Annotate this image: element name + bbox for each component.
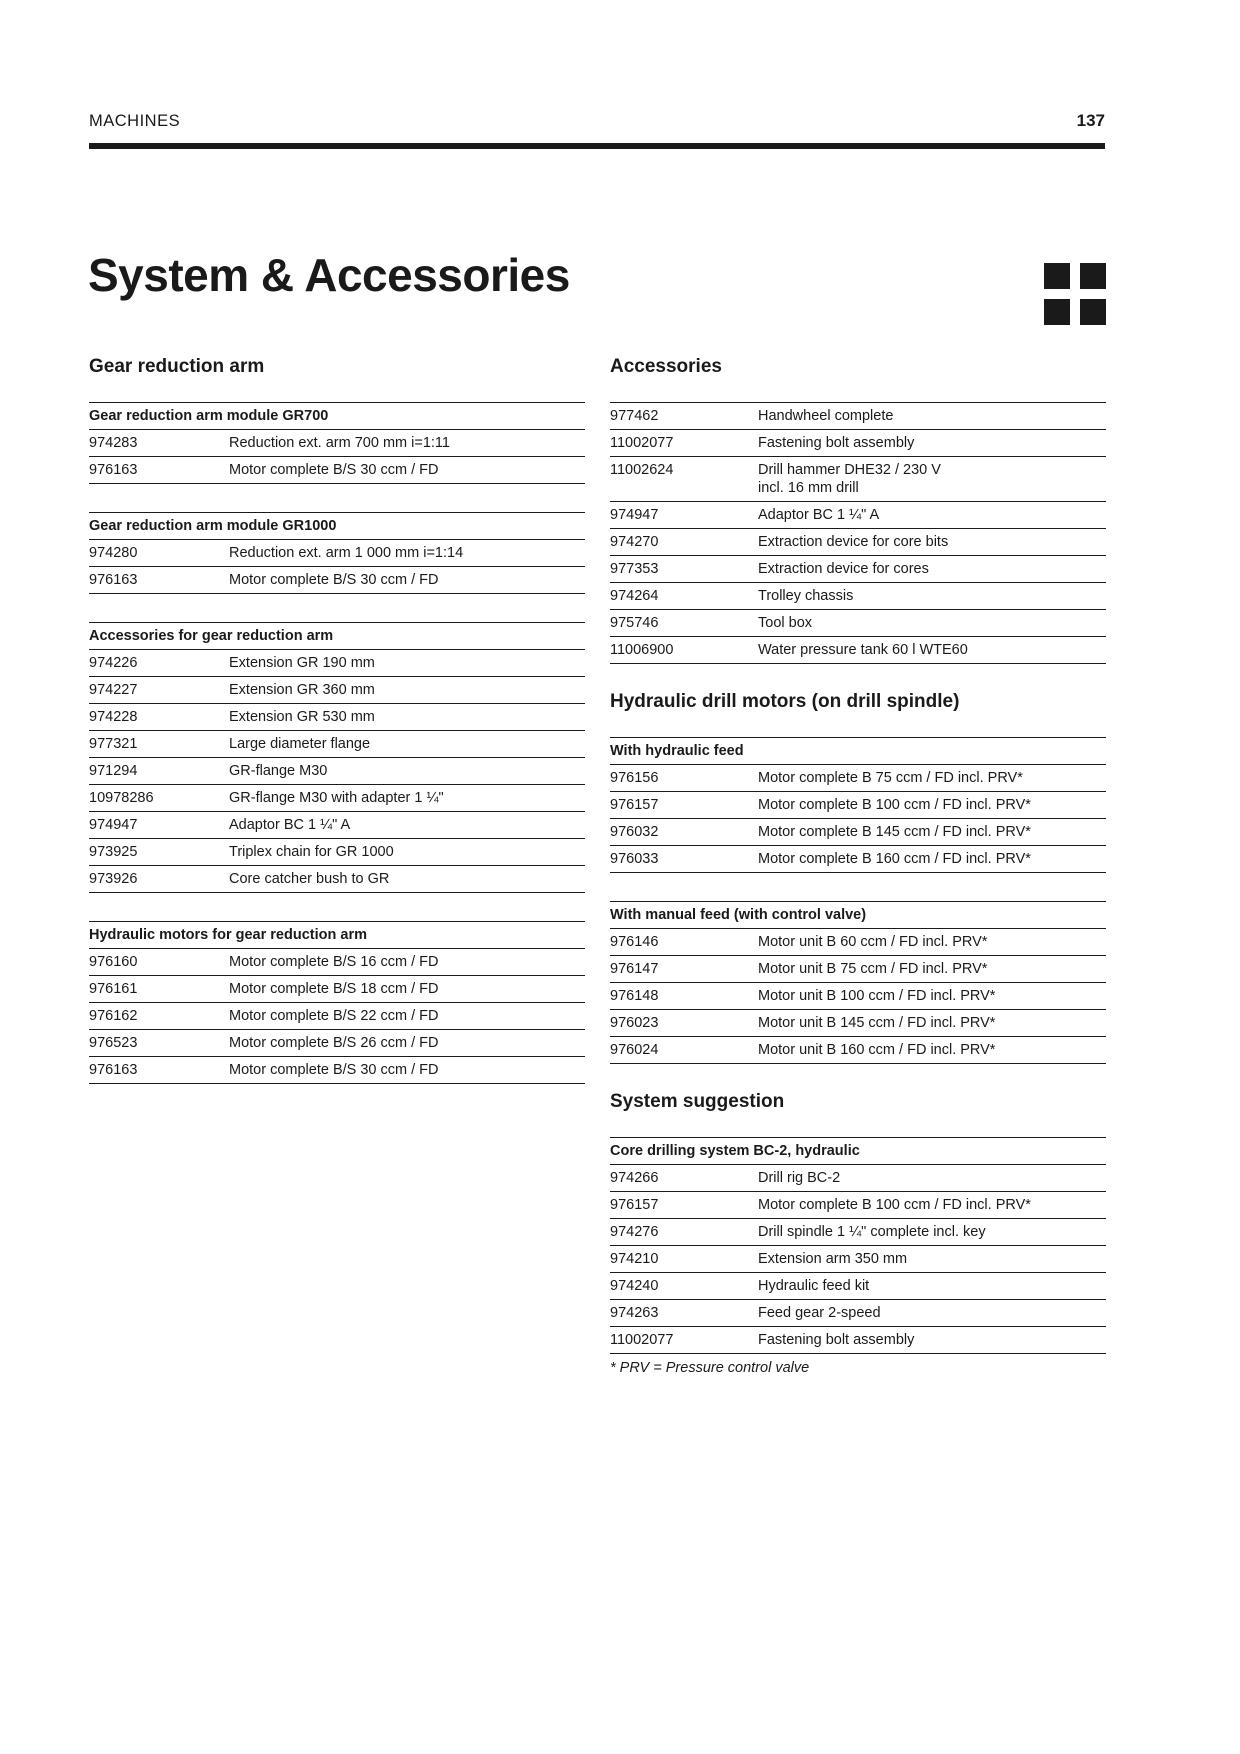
table-accessories — [610, 402, 1106, 664]
table-row — [89, 812, 585, 839]
part-code: 974947 — [610, 502, 758, 529]
part-description: Extension GR 360 mm — [229, 677, 585, 704]
table-row — [89, 785, 585, 812]
part-description-line: Drill hammer DHE32 / 230 V — [758, 462, 941, 478]
part-description: Extension GR 190 mm — [229, 650, 585, 677]
part-code: 974228 — [89, 704, 229, 731]
table-heading-row — [89, 623, 585, 650]
part-description: Hydraulic feed kit — [758, 1273, 1106, 1300]
group-title-hydraulic-drill-motors: Hydraulic drill motors (on drill spindle) — [610, 691, 960, 712]
part-code: 974226 — [89, 650, 229, 677]
part-code: 11006900 — [610, 637, 758, 664]
part-description: Motor complete B/S 18 ccm / FD — [229, 976, 585, 1003]
table-row — [89, 866, 585, 893]
part-code: 976024 — [610, 1037, 758, 1064]
part-description: Motor unit B 145 ccm / FD incl. PRV* — [758, 1010, 1106, 1037]
table-heading: Gear reduction arm module GR700 — [89, 403, 585, 430]
part-description: Extension GR 530 mm — [229, 704, 585, 731]
part-code: 976523 — [89, 1030, 229, 1057]
table-heading-row — [89, 513, 585, 540]
part-code: 976163 — [89, 567, 229, 594]
part-code: 974276 — [610, 1219, 758, 1246]
page-title: System & Accessories — [88, 249, 570, 301]
part-code: 976032 — [610, 819, 758, 846]
part-description: Triplex chain for GR 1000 — [229, 839, 585, 866]
table-heading-row — [610, 902, 1106, 929]
footnote: * PRV = Pressure control valve — [610, 1360, 810, 1376]
table-row — [610, 1010, 1106, 1037]
part-description: GR-flange M30 with adapter 1 ¼" — [229, 785, 585, 812]
part-description: Extraction device for cores — [758, 556, 1106, 583]
table-row — [610, 457, 1106, 502]
table-row — [89, 677, 585, 704]
part-description: Handwheel complete — [758, 403, 1106, 430]
part-description: Fastening bolt assembly — [758, 1327, 1106, 1354]
table-row — [610, 1219, 1106, 1246]
table-row — [610, 846, 1106, 873]
table-row — [610, 1327, 1106, 1354]
table-row — [89, 758, 585, 785]
part-description: Motor complete B/S 26 ccm / FD — [229, 1030, 585, 1057]
table-row — [610, 792, 1106, 819]
part-code: 977321 — [89, 731, 229, 758]
part-description: Water pressure tank 60 l WTE60 — [758, 637, 1106, 664]
part-code: 976162 — [89, 1003, 229, 1030]
left-column — [89, 350, 585, 1084]
table-row — [89, 650, 585, 677]
table-heading-row — [610, 1138, 1106, 1165]
table-row — [610, 929, 1106, 956]
part-description: Motor complete B 160 ccm / FD incl. PRV* — [758, 846, 1106, 873]
table-row — [610, 819, 1106, 846]
part-code: 976146 — [610, 929, 758, 956]
part-code: 11002077 — [610, 430, 758, 457]
table-row — [89, 1003, 585, 1030]
part-description: Motor unit B 75 ccm / FD incl. PRV* — [758, 956, 1106, 983]
table-gr700 — [89, 402, 585, 484]
part-description: Core catcher bush to GR — [229, 866, 585, 893]
part-code: 973925 — [89, 839, 229, 866]
part-description: Reduction ext. arm 700 mm i=1:11 — [229, 430, 585, 457]
part-description: Motor complete B/S 30 ccm / FD — [229, 1057, 585, 1084]
part-description: Motor complete B/S 30 ccm / FD — [229, 457, 585, 484]
part-description: Motor complete B 145 ccm / FD incl. PRV* — [758, 819, 1106, 846]
table-row — [610, 1246, 1106, 1273]
table-row — [89, 704, 585, 731]
page-number: 137 — [1076, 111, 1105, 130]
table-row — [610, 556, 1106, 583]
table-heading: With manual feed (with control valve) — [610, 902, 1106, 929]
table-heading-row — [89, 922, 585, 949]
table-gr-hydraulic-motors — [89, 921, 585, 1084]
table-row — [610, 1037, 1106, 1064]
part-code: 974266 — [610, 1165, 758, 1192]
part-description: Extension arm 350 mm — [758, 1246, 1106, 1273]
table-row — [89, 949, 585, 976]
part-code: 975746 — [610, 610, 758, 637]
table-heading: Gear reduction arm module GR1000 — [89, 513, 585, 540]
part-code: 973926 — [89, 866, 229, 893]
part-description: Motor unit B 60 ccm / FD incl. PRV* — [758, 929, 1106, 956]
part-code: 976163 — [89, 457, 229, 484]
table-row — [610, 430, 1106, 457]
table-heading: Hydraulic motors for gear reduction arm — [89, 922, 585, 949]
table-row — [89, 839, 585, 866]
part-description: Motor complete B 100 ccm / FD incl. PRV* — [758, 792, 1106, 819]
part-code: 976157 — [610, 1192, 758, 1219]
right-column — [610, 350, 1106, 1378]
part-code: 11002624 — [610, 457, 758, 502]
table-heading: Core drilling system BC-2, hydraulic — [610, 1138, 1106, 1165]
table-row — [610, 765, 1106, 792]
part-code: 10978286 — [89, 785, 229, 812]
part-code: 976148 — [610, 983, 758, 1010]
grid-icon — [1044, 263, 1106, 325]
table-row — [89, 1057, 585, 1084]
table-row — [89, 976, 585, 1003]
part-description: Motor complete B/S 16 ccm / FD — [229, 949, 585, 976]
table-row — [610, 956, 1106, 983]
part-code: 974270 — [610, 529, 758, 556]
part-description: Adaptor BC 1 ¼" A — [758, 502, 1106, 529]
part-code: 977462 — [610, 403, 758, 430]
group-title-system-suggestion: System suggestion — [610, 1091, 785, 1112]
part-code: 976147 — [610, 956, 758, 983]
table-heading: With hydraulic feed — [610, 738, 1106, 765]
part-code: 974280 — [89, 540, 229, 567]
part-code: 976023 — [610, 1010, 758, 1037]
part-code: 977353 — [610, 556, 758, 583]
table-manual-feed — [610, 901, 1106, 1064]
part-code: 974283 — [89, 430, 229, 457]
table-row — [610, 1273, 1106, 1300]
table-row — [610, 502, 1106, 529]
part-code: 974947 — [89, 812, 229, 839]
part-code: 976161 — [89, 976, 229, 1003]
part-code: 976157 — [610, 792, 758, 819]
table-row — [610, 637, 1106, 664]
page-header — [89, 112, 1105, 138]
table-heading: Accessories for gear reduction arm — [89, 623, 585, 650]
header-rule — [89, 143, 1105, 149]
table-row — [89, 430, 585, 457]
part-description: Adaptor BC 1 ¼" A — [229, 812, 585, 839]
part-description: Trolley chassis — [758, 583, 1106, 610]
part-code: 974264 — [610, 583, 758, 610]
table-row — [89, 540, 585, 567]
table-row — [89, 567, 585, 594]
part-code: 974210 — [610, 1246, 758, 1273]
table-row — [610, 1300, 1106, 1327]
table-row — [610, 983, 1106, 1010]
table-heading-row — [610, 738, 1106, 765]
part-description: Drill rig BC-2 — [758, 1165, 1106, 1192]
part-description: Feed gear 2-speed — [758, 1300, 1106, 1327]
part-description: Fastening bolt assembly — [758, 430, 1106, 457]
part-description: Large diameter flange — [229, 731, 585, 758]
part-description-line: incl. 16 mm drill — [758, 480, 859, 496]
part-description: Tool box — [758, 610, 1106, 637]
part-description: Reduction ext. arm 1 000 mm i=1:14 — [229, 540, 585, 567]
part-code: 974227 — [89, 677, 229, 704]
part-description: Motor complete B 100 ccm / FD incl. PRV* — [758, 1192, 1106, 1219]
part-description: Motor unit B 160 ccm / FD incl. PRV* — [758, 1037, 1106, 1064]
table-gr1000 — [89, 512, 585, 594]
part-code: 971294 — [89, 758, 229, 785]
table-row — [610, 1192, 1106, 1219]
group-title-accessories: Accessories — [610, 356, 722, 377]
table-row — [89, 457, 585, 484]
table-row — [610, 529, 1106, 556]
part-code: 11002077 — [610, 1327, 758, 1354]
group-title-gear-reduction-arm: Gear reduction arm — [89, 356, 265, 377]
table-system-suggestion — [610, 1137, 1106, 1354]
part-description: Extraction device for core bits — [758, 529, 1106, 556]
table-row — [610, 610, 1106, 637]
part-description: Motor complete B/S 30 ccm / FD — [229, 567, 585, 594]
part-code: 976160 — [89, 949, 229, 976]
part-code: 974240 — [610, 1273, 758, 1300]
table-heading-row — [89, 403, 585, 430]
part-code: 976033 — [610, 846, 758, 873]
part-code: 976163 — [89, 1057, 229, 1084]
table-row — [89, 731, 585, 758]
part-description: Motor complete B 75 ccm / FD incl. PRV* — [758, 765, 1106, 792]
part-description: Motor unit B 100 ccm / FD incl. PRV* — [758, 983, 1106, 1010]
part-description: Drill spindle 1 ¼" complete incl. key — [758, 1219, 1106, 1246]
part-code: 974263 — [610, 1300, 758, 1327]
part-code: 976156 — [610, 765, 758, 792]
table-row — [610, 1165, 1106, 1192]
part-description: Motor complete B/S 22 ccm / FD — [229, 1003, 585, 1030]
table-gr-accessories — [89, 622, 585, 893]
table-row — [610, 583, 1106, 610]
part-description — [758, 457, 1106, 502]
part-description: GR-flange M30 — [229, 758, 585, 785]
table-hydraulic-feed — [610, 737, 1106, 873]
table-row — [89, 1030, 585, 1057]
table-row — [610, 403, 1106, 430]
section-name: MACHINES — [89, 112, 181, 130]
